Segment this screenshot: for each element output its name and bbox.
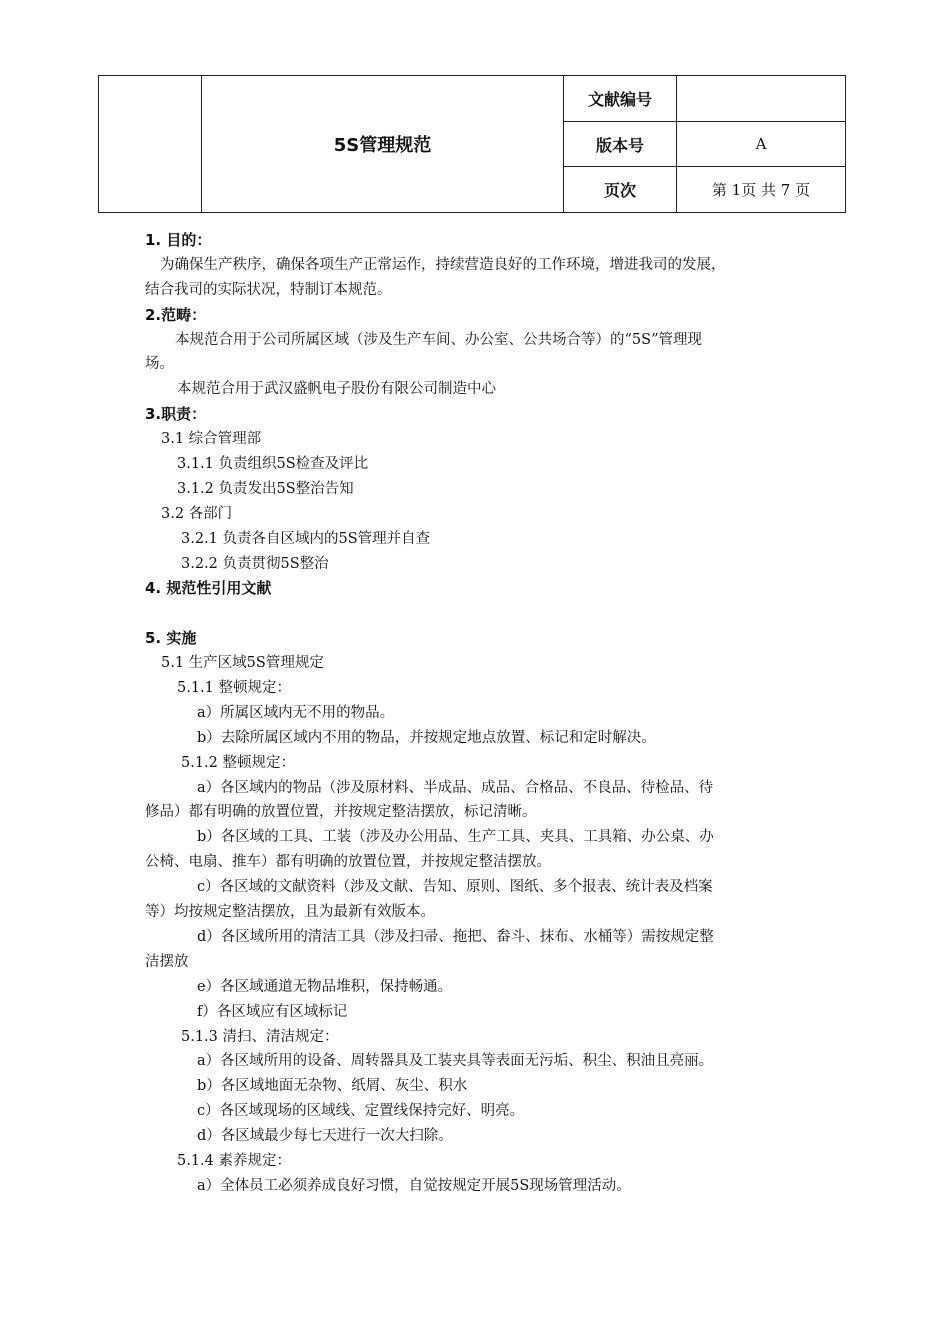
list-item: e）各区域通道无物品堆积，保持畅通。 bbox=[197, 978, 453, 995]
list-item: 洁摆放 bbox=[145, 953, 189, 970]
list-item: 5.1.2 整顿规定： bbox=[181, 754, 296, 771]
section-heading-references: 4. 规范性引用文献 bbox=[145, 579, 272, 598]
list-item: 等）均按规定整洁摆放，且为最新有效版本。 bbox=[145, 904, 435, 921]
list-item: 3.1.2 负责发出5S整治告知 bbox=[177, 480, 354, 497]
list-item: 5.1 生产区域5S管理规定 bbox=[161, 655, 324, 672]
doc-number-label: 文献编号 bbox=[564, 76, 677, 122]
list-item: 修品）都有明确的放置位置，并按规定整洁摆放，标记清晰。 bbox=[145, 804, 537, 821]
list-item: f）各区域应有区域标记 bbox=[197, 1003, 348, 1020]
list-item: b）去除所属区域内不用的物品，并按规定地点放置、标记和定时解决。 bbox=[197, 729, 656, 746]
list-item: b）各区域的工具、工装（涉及办公用品、生产工具、夹具、工具箱、办公桌、办 bbox=[197, 829, 714, 846]
list-item: d）各区域最少每七天进行一次大扫除。 bbox=[197, 1128, 453, 1145]
list-item: d）各区域所用的清洁工具（涉及扫帚、拖把、畚斗、抹布、水桶等）需按规定整 bbox=[197, 928, 714, 945]
doc-number-value bbox=[677, 76, 846, 122]
list-item: c）各区域的文献资料（涉及文献、告知、原则、图纸、多个报表、统计表及档案 bbox=[197, 879, 713, 896]
page-value: 第 1页 共 7 页 bbox=[677, 167, 846, 213]
document-title: 5S管理规范 bbox=[202, 76, 564, 213]
section-heading-responsibility: 3.职责： bbox=[145, 405, 207, 424]
list-item: c）各区域现场的区域线、定置线保持完好、明亮。 bbox=[197, 1103, 525, 1120]
logo-cell bbox=[99, 76, 202, 213]
list-item: a）各区域内的物品（涉及原材料、半成品、成品、合格品、不良品、待检品、待 bbox=[197, 779, 714, 796]
list-item: 3.2.1 负责各自区域内的5S管理并自查 bbox=[181, 530, 431, 547]
section-heading-implementation: 5. 实施 bbox=[145, 629, 197, 648]
paragraph-line: 场。 bbox=[145, 356, 174, 373]
paragraph-line: 为确保生产秩序，确保各项生产正常运作，持续营造良好的工作环境，增进我司的发展， bbox=[160, 256, 726, 273]
version-value: A bbox=[677, 122, 846, 167]
list-item: 3.2 各部门 bbox=[161, 505, 233, 522]
version-label: 版本号 bbox=[564, 122, 677, 167]
paragraph-line: 本规范合用于公司所属区域（涉及生产车间、办公室、公共场合等）的“5S”管理现 bbox=[175, 331, 702, 348]
list-item: a）所属区域内无不用的物品。 bbox=[197, 704, 395, 721]
list-item: 3.1 综合管理部 bbox=[161, 431, 262, 448]
section-heading-scope: 2.范畴： bbox=[145, 305, 207, 324]
list-item: b）各区域地面无杂物、纸屑、灰尘、积水 bbox=[197, 1078, 468, 1095]
list-item: a）各区域所用的设备、周转器具及工装夹具等表面无污垢、积尘、积油且亮丽。 bbox=[197, 1053, 714, 1070]
list-item: a）全体员工必须养成良好习惯，自觉按规定开展5S现场管理活动。 bbox=[197, 1177, 631, 1194]
list-item: 3.2.2 负责贯彻5S整治 bbox=[181, 555, 329, 572]
list-item: 5.1.4 素养规定： bbox=[177, 1152, 292, 1169]
section-heading-purpose: 1. 目的： bbox=[145, 231, 212, 249]
paragraph-line: 结合我司的实际状况，特制订本规范。 bbox=[145, 281, 392, 298]
list-item: 3.1.1 负责组织5S检查及评比 bbox=[177, 456, 369, 473]
page-label: 页次 bbox=[564, 167, 677, 213]
document-body bbox=[145, 228, 825, 1199]
list-item: 5.1.3 清扫、清洁规定： bbox=[181, 1028, 339, 1045]
list-item: 公椅、电扇、推车）都有明确的放置位置，并按规定整洁摆放。 bbox=[145, 854, 551, 871]
list-item: 5.1.1 整顿规定： bbox=[177, 680, 292, 697]
document-header-table bbox=[98, 75, 846, 213]
paragraph-line: 本规范合用于武汉盛帆电子股份有限公司制造中心 bbox=[177, 381, 496, 398]
